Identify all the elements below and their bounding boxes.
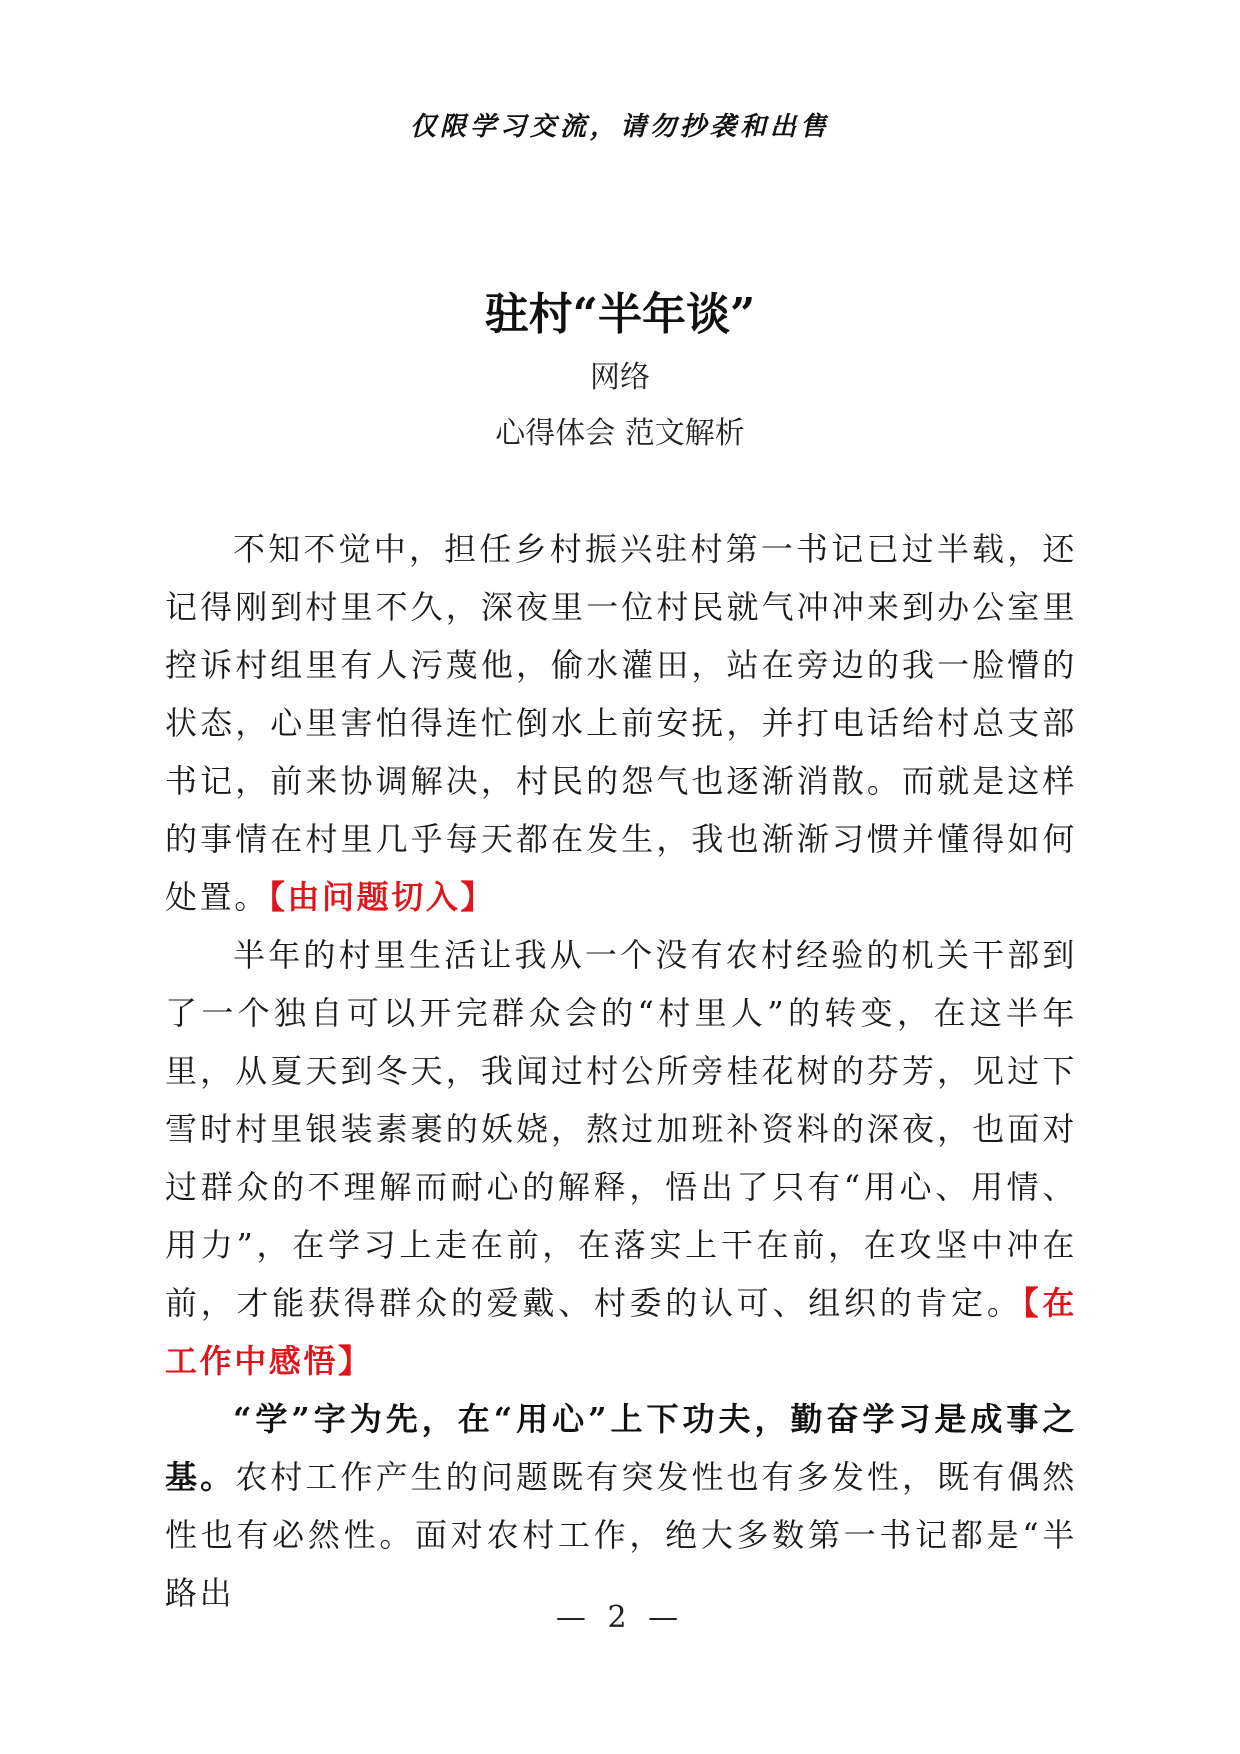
document-subtitle: 心得体会 范文解析 [495, 416, 745, 451]
document-title: 驻村“半年谈” [484, 289, 756, 340]
paragraph-2 [165, 926, 1077, 1390]
paragraph-lead-sentence: “学”字为先，在“用心”上下功夫，勤奋学习是成事之基。 [165, 1400, 1077, 1496]
annotation-tag: 【由问题切入】 [268, 878, 496, 916]
paragraph-1 [165, 520, 1077, 926]
paragraph-text: 农村工作产生的问题既有突发性也有多发性，既有偶然性也有必然性。面对农村工作，绝大多数第一书记都是“半路出 [165, 1458, 1078, 1612]
document-body [165, 520, 1077, 1622]
copyright-notice: 仅限学习交流，请勿抄袭和出售 [409, 112, 830, 142]
author-line: 网络 [590, 360, 650, 395]
paragraph-text: 不知不觉中，担任乡村振兴驻村第一书记已过半载，还记得刚到村里不久，深夜里一位村民就气冲冲来到办公室里控诉村组里有人污蔑他，偷水灌田，站在旁边的我一脸懵的状态，心里害怕得连忙倒水上前安抚，并打电话给村总支部书记，前来协调解决，村民的怨气也逐渐消散。而就是这样的事情在村里几乎每天都在发生，我也渐渐习惯并懂得如何处置。 [165, 530, 1077, 916]
paragraph-text: 半年的村里生活让我从一个没有农村经验的机关干部到了一个独自可以开完群众会的“村里人”的转变，在这半年里，从夏天到冬天，我闻过村公所旁桂花树的芬芳，见过下雪时村里银装素裹的妖娆，熬过加班补资料的深夜，也面对过群众的不理解而耐心的解释，悟出了只有“用心、用情、用力”，在学习上走在前，在落实上干在前，在攻坚中冲在前，才能获得群众的爱戴、村委的认可、组织的肯定。 [165, 936, 1077, 1322]
annotation-tag: 【在工作中感悟】 [165, 1284, 1077, 1380]
paragraph-3 [165, 1390, 1077, 1622]
page-number: — 2 — [555, 1600, 685, 1635]
